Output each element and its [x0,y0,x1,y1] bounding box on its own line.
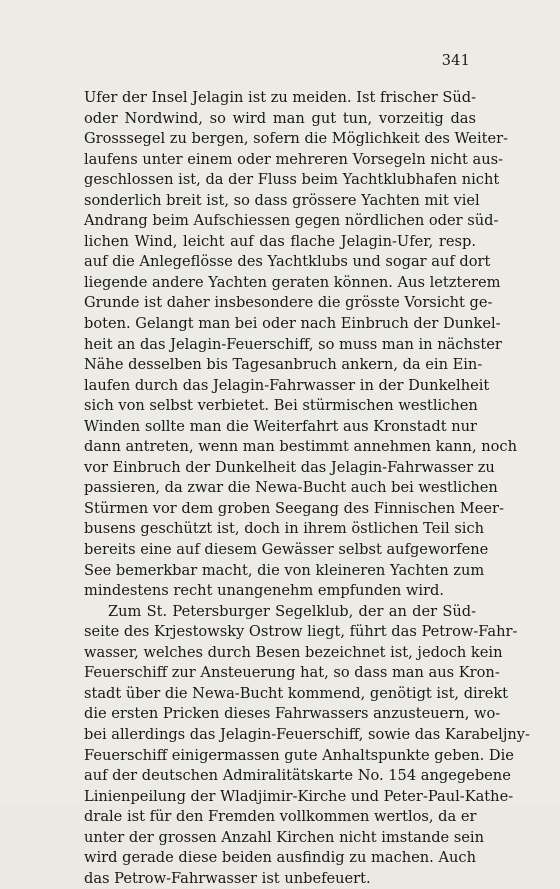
text-line: stadt über die Newa-Bucht kommend, genötigt ist, direkt [84,684,509,702]
text-line: Winden sollte man die Weiterfahrt aus Kronstadt nur [84,417,477,435]
paragraph [84,88,517,602]
text-line: wasser, welches durch Besen bezeichnet ist, jedoch kein [84,643,503,661]
text-line: sich von selbst verbietet. Bei stürmischen westlichen [84,397,478,415]
text-line: lichen Wind, leicht auf das flache Jelagin-Ufer, resp. [84,232,476,250]
text-line: unter der grossen Anzahl Kirchen nicht imstande sein [84,828,485,846]
text-line: drale ist für den Fremden vollkommen wertlos, da er [84,808,477,826]
text-line: dann antreten, wenn man bestimmt annehmen kann, noch [84,438,517,456]
text-line: seite des Krjestowsky Ostrow liegt, führt das Petrow-Fahr- [84,623,518,641]
text-line: auf der deutschen Admiralitätskarte No. 154 angegebene [84,767,511,785]
text-line: bereits eine auf diesem Gewässer selbst aufgeworfene [84,541,489,559]
text-line: Ufer der Insel Jelagin ist zu meiden. Ist frischer Süd- [84,89,477,106]
text-line: Nähe desselben bis Tagesanbruch ankern, da ein Ein- [84,356,483,374]
paragraph [84,602,530,889]
text-line: wird gerade diese beiden ausfindig zu machen. Auch [84,849,476,867]
text-line: Zum St. Petersburger Segelklub, der an der Süd- [108,602,476,620]
text-line: Andrang beim Aufschiessen gegen nördlichen oder süd- [84,212,499,230]
page-number: 341 [441,53,470,69]
body-text [84,88,530,889]
text-line: Feuerschiff einigermassen gute Anhaltspunkte geben. Die [84,746,514,764]
text-line: laufen durch das Jelagin-Fahrwasser in der Dunkelheit [84,376,490,394]
text-line: das Petrow-Fahrwasser ist unbefeuert. [84,869,371,887]
text-line: passieren, da zwar die Newa-Bucht auch bei westlichen [84,479,498,497]
text-line: liegende andere Yachten geraten können. Aus letzterem [84,273,501,291]
text-line: Grunde ist daher insbesondere die grösste Vorsicht ge- [84,294,493,312]
text-line: die ersten Pricken dieses Fahrwassers anzusteuern, wo- [84,705,501,723]
text-line: laufens unter einem oder mehreren Vorsegeln nicht aus- [84,150,504,168]
text-line: heit an das Jelagin-Feuerschiff, so muss man in nächster [84,335,502,353]
text-line: Feuerschiff zur Ansteuerung hat, so dass man aus Kron- [84,664,500,682]
text-line: See bemerkbar macht, die von kleineren Yachten zum [84,561,485,579]
text-line: bei allerdings das Jelagin-Feuerschiff, sowie das Karabeljny- [84,725,530,743]
text-line: vor Einbruch der Dunkelheit das Jelagin-Fahrwasser zu [84,458,495,476]
text-line: busens geschützt ist, doch in ihrem östlichen Teil sich [84,520,485,538]
text-line: Stürmen vor dem groben Seegang des Finnischen Meer- [84,499,504,517]
text-line: geschlossen ist, da der Fluss beim Yachtklubhafen nicht [84,171,500,189]
text-line: Grosssegel zu bergen, sofern die Möglichkeit des Weiter- [84,130,509,148]
text-line: auf die Anlegeflösse des Yachtklubs und sogar auf dort [84,253,491,271]
text-line: sonderlich breit ist, so dass grössere Yachten mit viel [84,191,480,209]
text-line: mindestens recht unangenehm empfunden wird. [84,582,445,600]
text-line: oder Nordwind, so wird man gut tun, vorzeitig das [84,109,476,127]
text-line: Linienpeilung der Wladjimir-Kirche und Peter-Paul-Kathe- [84,787,514,805]
text-line: boten. Gelangt man bei oder nach Einbruch der Dunkel- [84,315,501,333]
